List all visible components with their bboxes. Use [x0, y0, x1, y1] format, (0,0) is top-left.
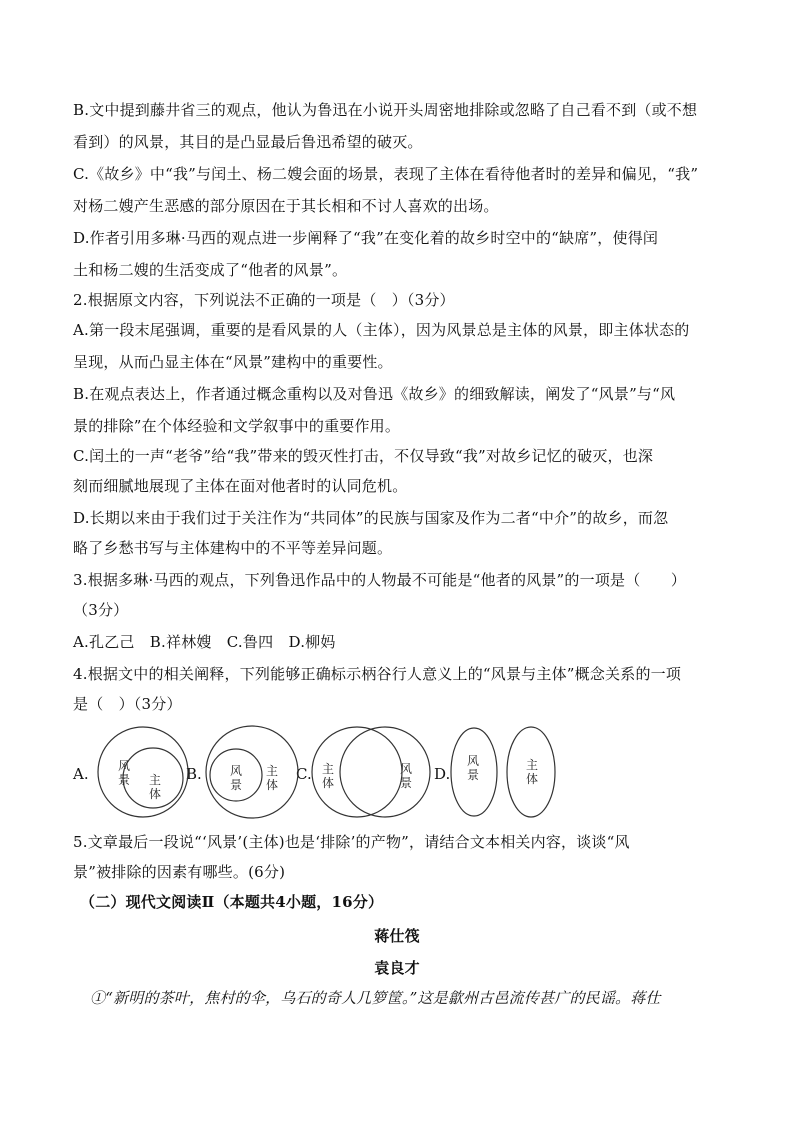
- text-line: D.作者引用多琳·马西的观点进一步阐释了“我”在变化着的故乡时空中的“缺席”，使得闰: [73, 229, 659, 247]
- text-line: 看到）的风景，其目的是凸显最后鲁迅希望的破灭。: [73, 133, 423, 151]
- a-outer-label-2: 景: [118, 773, 131, 787]
- question-3: 3.根据多琳·马西的观点，下列鲁迅作品中的人物最不可能是“他者的风景”的一项是（ ）: [73, 571, 687, 589]
- d-left-label-2: 景: [467, 768, 480, 782]
- b-outer-label-1: 主: [266, 764, 279, 778]
- text-line: B.文中提到藤井省三的观点，他认为鲁迅在小说开头周密地排除或忽略了自己看不到（或不想: [73, 101, 698, 119]
- text-line: 土和杨二嫂的生活变成了“他者的风景”。: [73, 261, 348, 279]
- concept-diagrams: [0, 720, 794, 830]
- a-inner-label-2: 体: [149, 787, 162, 801]
- article-paragraph: ①“新明的茶叶，焦村的伞，乌石的奇人几箩筐。”这是歙州古邑流传甚广的民谣。蒋仕: [90, 989, 661, 1007]
- c-right-label-2: 景: [400, 776, 413, 790]
- b-outer-label-2: 体: [266, 778, 279, 792]
- option-a-label: A.: [73, 765, 89, 783]
- b-inner-label-1: 风: [230, 764, 243, 778]
- text-line: 是（ ）（3分）: [73, 695, 182, 713]
- a-inner-label-1: 主: [149, 773, 162, 787]
- a-outer-label-1: 风: [118, 759, 131, 773]
- text-line: 景”被排除的因素有哪些。(6分): [73, 863, 286, 881]
- question-2: 2.根据原文内容，下列说法不正确的一项是（ ）（3分）: [73, 291, 455, 309]
- d-right-label-2: 体: [526, 772, 539, 786]
- text-line: 呈现，从而凸显主体在“风景”建构中的重要性。: [73, 353, 393, 371]
- text-line: C.闰土的一声“老爷”给“我”带来的毁灭性打击，不仅导致“我”对故乡记忆的破灭，也深: [73, 447, 654, 465]
- c-left-label-2: 体: [322, 776, 335, 790]
- c-left-label-1: 主: [322, 762, 335, 776]
- text-line: 对杨二嫂产生恶感的部分原因在于其长相和不讨人喜欢的出场。: [73, 197, 499, 215]
- question-5: 5.文章最后一段说“‘风景’(主体)也是‘排除’的产物”，请结合文本相关内容，谈谈“风: [73, 833, 630, 851]
- c-right-label-1: 风: [400, 762, 413, 776]
- option-b-label: B.: [186, 765, 202, 783]
- article-author: 袁良才: [374, 959, 420, 977]
- text-line: （3分）: [73, 601, 129, 619]
- section-heading: （二）现代文阅读Ⅱ（本题共4小题，16分）: [80, 893, 384, 911]
- option-b-outer-circle: [206, 726, 298, 818]
- text-line: 略了乡愁书写与主体建构中的不平等差异问题。: [73, 539, 393, 557]
- b-inner-label-2: 景: [230, 778, 243, 792]
- option-c-label: C.: [296, 765, 312, 783]
- answer-options: A.孔乙己 B.祥林嫂 C.鲁四 D.柳妈: [73, 633, 336, 651]
- d-right-label-1: 主: [526, 758, 539, 772]
- text-line: B.在观点表达上，作者通过概念重构以及对鲁迅《故乡》的细致解读，阐发了“风景”与“风: [73, 385, 676, 403]
- text-line: A.第一段末尾强调，重要的是看风景的人（主体），因为风景总是主体的风景，即主体状态的: [73, 321, 690, 339]
- d-left-label-1: 风: [467, 754, 480, 768]
- text-line: 刻而细腻地展现了主体在面对他者时的认同危机。: [73, 477, 408, 495]
- text-line: D.长期以来由于我们过于关注作为“共同体”的民族与国家及作为二者“中介”的故乡，而忽: [73, 509, 669, 527]
- option-d-label: D.: [434, 765, 451, 783]
- question-4: 4.根据文中的相关阐释，下列能够正确标示柄谷行人意义上的“风景与主体”概念关系的一项: [73, 665, 682, 683]
- option-c-right-circle: [340, 727, 430, 817]
- article-title: 蒋仕筏: [374, 927, 420, 945]
- option-a-outer-circle: [98, 727, 188, 817]
- text-line: 景的排除”在个体经验和文学叙事中的重要作用。: [73, 417, 401, 435]
- text-line: C.《故乡》中“我”与闰土、杨二嫂会面的场景，表现了主体在看待他者时的差异和偏见，“我”: [73, 165, 699, 183]
